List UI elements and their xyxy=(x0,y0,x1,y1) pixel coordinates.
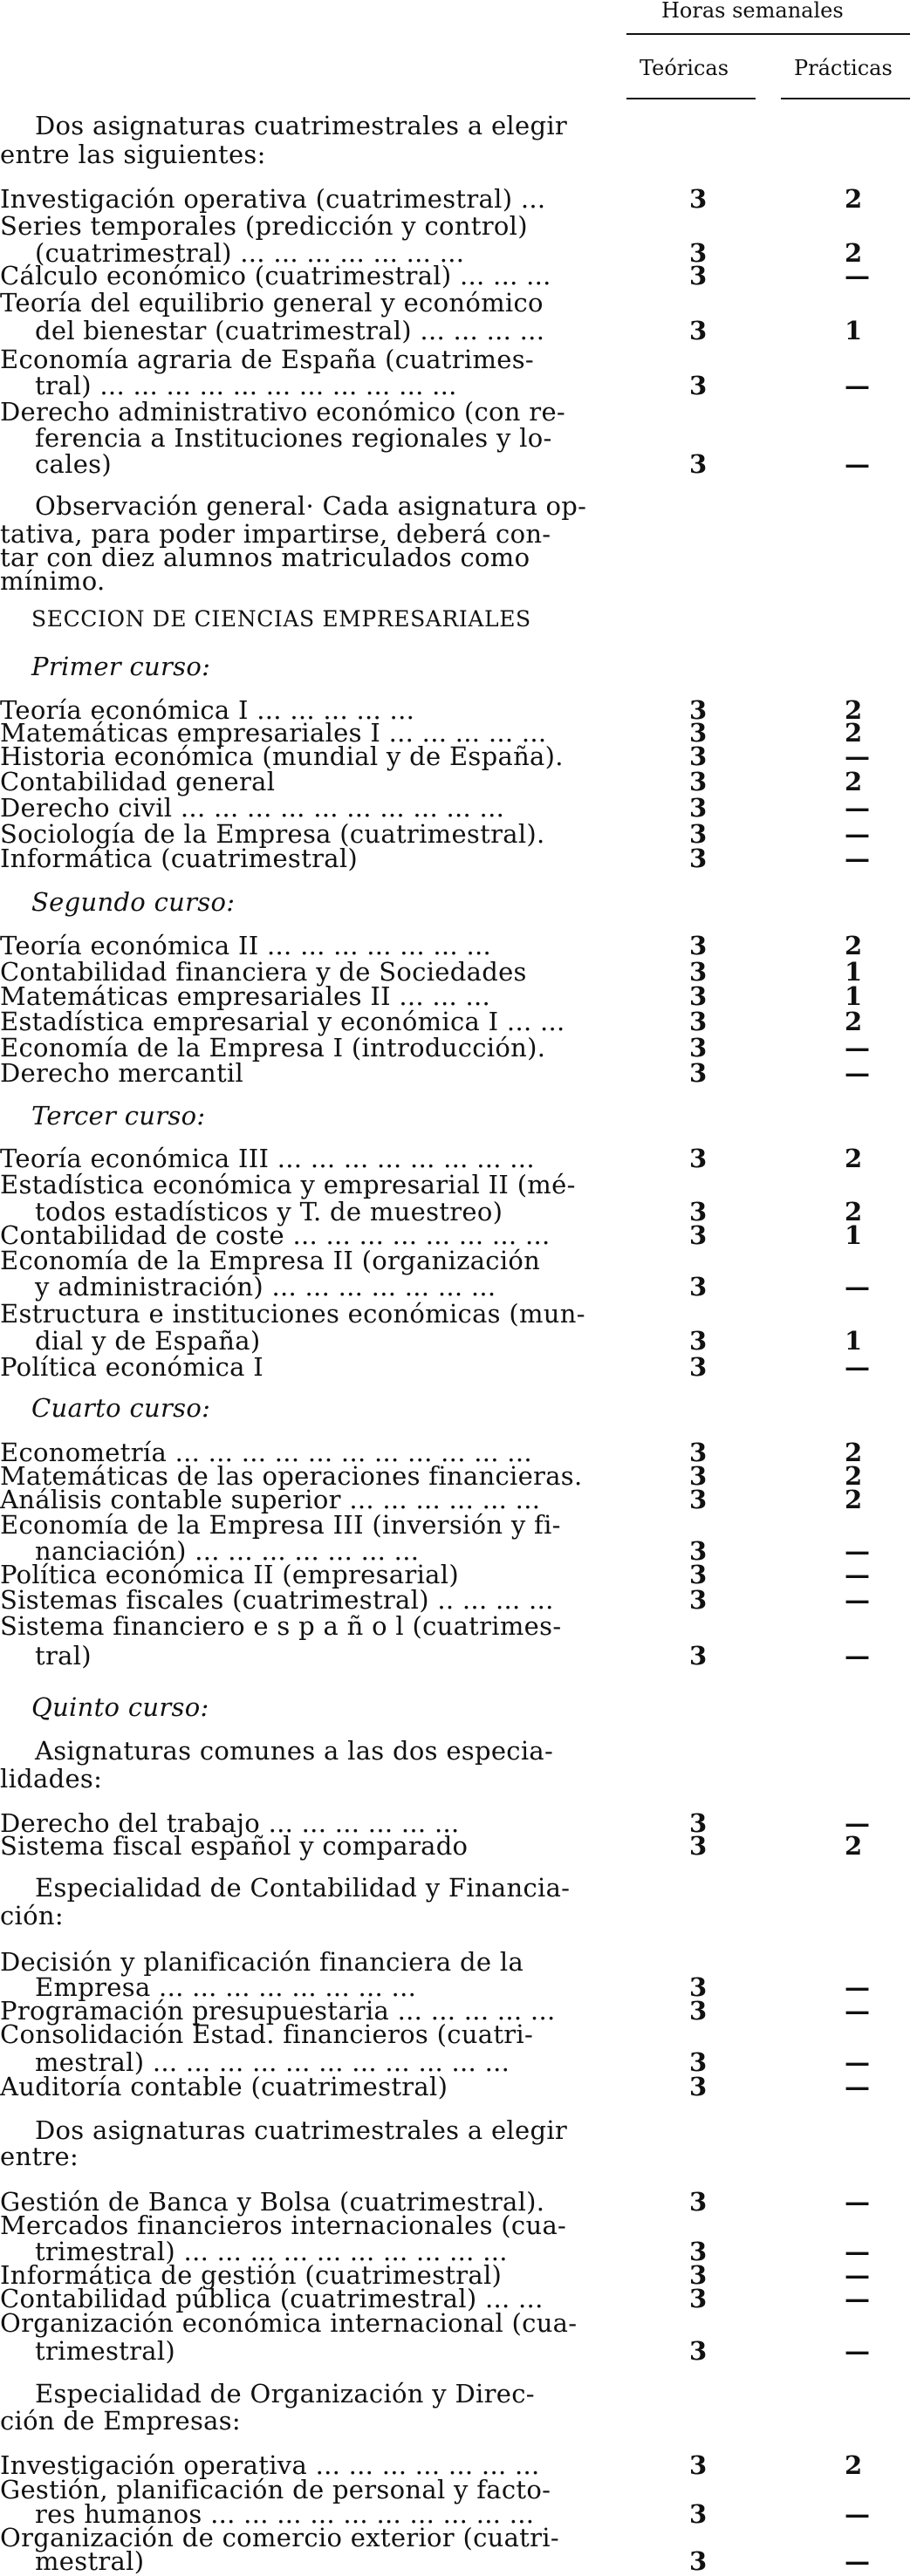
line-text: Derecho administrativo económico (con re- xyxy=(0,397,566,427)
theory-hours: 3 xyxy=(689,1485,708,1514)
line-text: Organización de comercio exterior (cuatri- xyxy=(0,2523,559,2552)
course-title: Quinto curso: xyxy=(31,1692,209,1722)
subject-name: Informática (cuatrimestral) xyxy=(0,844,359,873)
subject-name: Análisis contable superior ... ... ... ... ... ... xyxy=(0,1485,541,1514)
subject-name: Teoría económica III ... ... ... ... ... ... ... ... xyxy=(0,1144,535,1173)
practice-hours: — xyxy=(845,1808,870,1838)
theory-hours: 3 xyxy=(689,1831,708,1861)
line-text: tativa, para poder impartirse, deberá con- xyxy=(0,519,551,549)
theory-hours: 3 xyxy=(689,238,708,268)
line-text: Dos asignaturas cuatrimestrales a elegir xyxy=(35,2115,568,2145)
line-text: ferencia a Instituciones regionales y lo- xyxy=(35,423,552,453)
practice-hours: — xyxy=(845,1058,870,1088)
line-text: Mercados financieros internacionales (cua- xyxy=(0,2210,567,2240)
practice-hours: — xyxy=(845,2499,870,2529)
line-text: Dos asignaturas cuatrimestrales a elegir xyxy=(35,111,568,140)
theory-hours: 3 xyxy=(689,1007,708,1036)
theory-hours: 3 xyxy=(689,1536,708,1566)
theory-hours: 3 xyxy=(689,2047,708,2077)
hours-per-week-header: Horas semanales xyxy=(661,0,844,23)
subject-name: Auditoría contable (cuatrimestral) xyxy=(0,2072,448,2101)
practice-hours: 2 xyxy=(845,184,863,214)
line-text: Estadística económica y empresarial II (mé- xyxy=(0,1170,576,1199)
subject-name: Contabilidad general xyxy=(0,767,276,796)
line-text: entre las siguientes: xyxy=(0,140,266,169)
practice-hours: — xyxy=(845,844,870,873)
line-text: Decisión y planificación financiera de la xyxy=(0,1947,524,1977)
line-text: ción de Empresas: xyxy=(0,2406,241,2436)
theory-hours: 3 xyxy=(689,695,708,725)
line-text: Economía de la Empresa III (inversión y fi- xyxy=(0,1510,561,1540)
practice-hours: — xyxy=(845,1585,870,1615)
practice-hours: — xyxy=(845,2336,870,2366)
theory-hours: 3 xyxy=(689,1326,708,1356)
practice-hours: 2 xyxy=(845,1007,863,1036)
subject-name: trimestral) ... ... ... ... ... ... ... ... ... ... xyxy=(35,2237,508,2266)
practice-hours: — xyxy=(845,1352,870,1382)
theory-hours: 3 xyxy=(689,819,708,849)
practice-hours: 2 xyxy=(845,1197,863,1227)
theory-hours: 3 xyxy=(689,184,708,214)
subject-name: Sistemas fiscales (cuatrimestral) .. ... ... ... xyxy=(0,1585,554,1615)
subject-name: todos estadísticos y T. de muestreo) xyxy=(35,1197,503,1227)
line-text: Asignaturas comunes a las dos especia- xyxy=(35,1736,554,1766)
practice-hours: — xyxy=(845,1996,870,2026)
practice-hours: 2 xyxy=(845,931,863,960)
practice-hours: 1 xyxy=(845,957,863,987)
practice-hours: 2 xyxy=(845,1831,863,1861)
theory-hours: 3 xyxy=(689,2260,708,2290)
theory-hours: 3 xyxy=(689,2187,708,2217)
practice-hours: — xyxy=(845,741,870,771)
theory-hours: 3 xyxy=(689,2450,708,2480)
subject-name: nanciación) ... ... ... ... ... ... ... xyxy=(35,1536,420,1566)
line-text: Especialidad de Contabilidad y Financia- xyxy=(35,1873,571,1903)
section-title: SECCION DE CIENCIAS EMPRESARIALES xyxy=(31,606,531,632)
practicas-header-rule xyxy=(781,98,910,99)
practice-hours: 2 xyxy=(845,767,863,796)
subject-name: Teoría económica I ... ... ... ... ... xyxy=(0,695,415,725)
line-text: lidades: xyxy=(0,1764,103,1794)
practice-hours: 2 xyxy=(845,238,863,268)
line-text: Organización económica internacional (cua- xyxy=(0,2308,578,2338)
subject-name: cales) xyxy=(35,449,112,479)
subject-name: mestral) xyxy=(35,2546,145,2576)
subject-name: y administración) ... ... ... ... ... ... ... xyxy=(35,1272,496,1302)
header-top-rule xyxy=(626,33,910,35)
practice-hours: — xyxy=(845,449,870,479)
theory-hours: 3 xyxy=(689,2284,708,2313)
theory-hours: 3 xyxy=(689,2237,708,2266)
practice-hours: 2 xyxy=(845,718,863,748)
subject-name: Teoría económica II ... ... ... ... ... ... ... xyxy=(0,931,492,960)
subject-name: Matemáticas empresariales II ... ... ... xyxy=(0,981,491,1011)
theory-hours: 3 xyxy=(689,1220,708,1250)
subject-name: Derecho mercantil xyxy=(0,1058,244,1088)
theory-hours: 3 xyxy=(689,981,708,1011)
theory-hours: 3 xyxy=(689,2499,708,2529)
theory-hours: 3 xyxy=(689,844,708,873)
subject-name: Contabilidad financiera y de Sociedades xyxy=(0,957,527,987)
practice-hours: — xyxy=(845,1560,870,1589)
line-text: Economía de la Empresa II (organización xyxy=(0,1246,541,1275)
subject-name: del bienestar (cuatrimestral) ... ... ... ... xyxy=(35,316,545,345)
theory-hours: 3 xyxy=(689,316,708,345)
practice-hours: 1 xyxy=(845,981,863,1011)
theory-hours: 3 xyxy=(689,1272,708,1302)
subject-name: Política económica I xyxy=(0,1352,264,1382)
theory-hours: 3 xyxy=(689,371,708,400)
practice-hours: 2 xyxy=(845,1438,863,1467)
teoricas-column-header: Teóricas xyxy=(640,56,729,80)
line-text: entre: xyxy=(0,2142,79,2171)
course-title: Tercer curso: xyxy=(31,1101,206,1131)
practice-hours: 2 xyxy=(845,1144,863,1173)
subject-name: Estadística empresarial y económica I ... ... xyxy=(0,1007,565,1036)
practice-hours: 2 xyxy=(845,1485,863,1514)
theory-hours: 3 xyxy=(689,1641,708,1671)
subject-name: tral) ... ... ... ... ... ... ... ... ... ... ... xyxy=(35,371,457,400)
theory-hours: 3 xyxy=(689,2072,708,2101)
subject-name: Historia económica (mundial y de España). xyxy=(0,741,564,771)
subject-name: Derecho del trabajo ... ... ... ... ... ... xyxy=(0,1808,460,1838)
line-text: tar con diez alumnos matriculados como xyxy=(0,543,530,572)
subject-name: Programación presupuestaria ... ... ... ... ... xyxy=(0,1996,556,2026)
line-text: Especialidad de Organización y Direc- xyxy=(35,2379,535,2409)
practice-hours: 2 xyxy=(845,1461,863,1491)
subject-name: trimestral) xyxy=(35,2336,176,2366)
course-title: Cuarto curso: xyxy=(31,1393,211,1423)
line-text: Consolidación Estad. financieros (cuatri- xyxy=(0,2019,534,2049)
line-text: Teoría del equilibrio general y económico xyxy=(0,288,544,318)
subject-name: Matemáticas de las operaciones financieras. xyxy=(0,1461,583,1491)
subject-name: res humanos ... ... ... ... ... ... ... ... ... ... xyxy=(35,2499,535,2529)
subject-name: Política económica II (empresarial) xyxy=(0,1560,459,1589)
theory-hours: 3 xyxy=(689,2336,708,2366)
teoricas-header-rule xyxy=(626,98,756,99)
subject-name: Sistema fiscal español y comparado xyxy=(0,1831,469,1861)
practice-hours: — xyxy=(845,2072,870,2101)
practicas-column-header: Prácticas xyxy=(794,56,893,80)
subject-name: Economía de la Empresa I (introducción). xyxy=(0,1033,546,1063)
subject-name: Investigación operativa ... ... ... ... ... ... ... xyxy=(0,2450,540,2480)
practice-hours: — xyxy=(845,1033,870,1063)
practice-hours: 1 xyxy=(845,1220,863,1250)
line-text: ción: xyxy=(0,1901,64,1930)
practice-hours: — xyxy=(845,819,870,849)
theory-hours: 3 xyxy=(689,261,708,290)
practice-hours: 1 xyxy=(845,1326,863,1356)
theory-hours: 3 xyxy=(689,718,708,748)
theory-hours: 3 xyxy=(689,1996,708,2026)
practice-hours: — xyxy=(845,261,870,290)
subject-name: Derecho civil ... ... ... ... ... ... ... ... ... ... xyxy=(0,793,505,823)
subject-name: Matemáticas empresariales I ... ... ... ... ... xyxy=(0,718,547,748)
subject-name: Informática de gestión (cuatrimestral) xyxy=(0,2260,503,2290)
subject-name: Gestión de Banca y Bolsa (cuatrimestral). xyxy=(0,2187,545,2217)
practice-hours: — xyxy=(845,2047,870,2077)
theory-hours: 3 xyxy=(689,1808,708,1838)
subject-name: tral) xyxy=(35,1641,92,1671)
practice-hours: — xyxy=(845,1972,870,2002)
subject-name: Investigación operativa (cuatrimestral) ... xyxy=(0,184,546,214)
theory-hours: 3 xyxy=(689,1033,708,1063)
practice-hours: — xyxy=(845,371,870,400)
theory-hours: 3 xyxy=(689,1438,708,1467)
line-text: Sistema financiero e s p a ñ o l (cuatrimes- xyxy=(0,1611,562,1641)
theory-hours: 3 xyxy=(689,1058,708,1088)
line-text: Series temporales (predicción y control) xyxy=(0,211,528,241)
practice-hours: — xyxy=(845,2237,870,2266)
course-title: Primer curso: xyxy=(31,652,211,681)
theory-hours: 3 xyxy=(689,1461,708,1491)
theory-hours: 3 xyxy=(689,767,708,796)
subject-name: (cuatrimestral) ... ... ... ... ... ... ... xyxy=(35,238,465,268)
practice-hours: — xyxy=(845,2260,870,2290)
theory-hours: 3 xyxy=(689,793,708,823)
theory-hours: 3 xyxy=(689,931,708,960)
subject-name: Contabilidad de coste ... ... ... ... ... ... ... ... xyxy=(0,1220,551,1250)
line-text: Economía agraria de España (cuatrimes- xyxy=(0,345,535,374)
line-text: Estructura e instituciones económicas (mun- xyxy=(0,1299,585,1329)
practice-hours: 2 xyxy=(845,2450,863,2480)
subject-name: Sociología de la Empresa (cuatrimestral). xyxy=(0,819,545,849)
theory-hours: 3 xyxy=(689,957,708,987)
subject-name: Empresa ... ... ... ... ... ... ... ... xyxy=(35,1972,417,2002)
practice-hours: — xyxy=(845,1272,870,1302)
theory-hours: 3 xyxy=(689,1585,708,1615)
theory-hours: 3 xyxy=(689,2546,708,2576)
subject-name: mestral) ... ... ... ... ... ... ... ... ... ... ... xyxy=(35,2047,510,2077)
practice-hours: — xyxy=(845,1641,870,1671)
practice-hours: — xyxy=(845,2284,870,2313)
theory-hours: 3 xyxy=(689,1560,708,1589)
subject-name: dial y de España) xyxy=(35,1326,261,1356)
practice-hours: — xyxy=(845,2187,870,2217)
theory-hours: 3 xyxy=(689,1972,708,2002)
theory-hours: 3 xyxy=(689,1352,708,1382)
practice-hours: — xyxy=(845,1536,870,1566)
subject-name: Cálculo económico (cuatrimestral) ... ... ... xyxy=(0,261,551,290)
theory-hours: 3 xyxy=(689,1144,708,1173)
line-text: Observación general· Cada asignatura op- xyxy=(35,491,587,521)
practice-hours: 2 xyxy=(845,695,863,725)
practice-hours: — xyxy=(845,2546,870,2576)
line-text: mínimo. xyxy=(0,566,106,596)
subject-name: Econometría ... ... ... ... ... ... ... ... ... ... ... xyxy=(0,1438,532,1467)
practice-hours: 1 xyxy=(845,316,863,345)
subject-name: Contabilidad pública (cuatrimestral) ... ... xyxy=(0,2284,544,2313)
theory-hours: 3 xyxy=(689,449,708,479)
practice-hours: — xyxy=(845,793,870,823)
line-text: Gestión, planificación de personal y facto- xyxy=(0,2475,551,2504)
theory-hours: 3 xyxy=(689,1197,708,1227)
theory-hours: 3 xyxy=(689,741,708,771)
course-title: Segundo curso: xyxy=(31,887,236,917)
